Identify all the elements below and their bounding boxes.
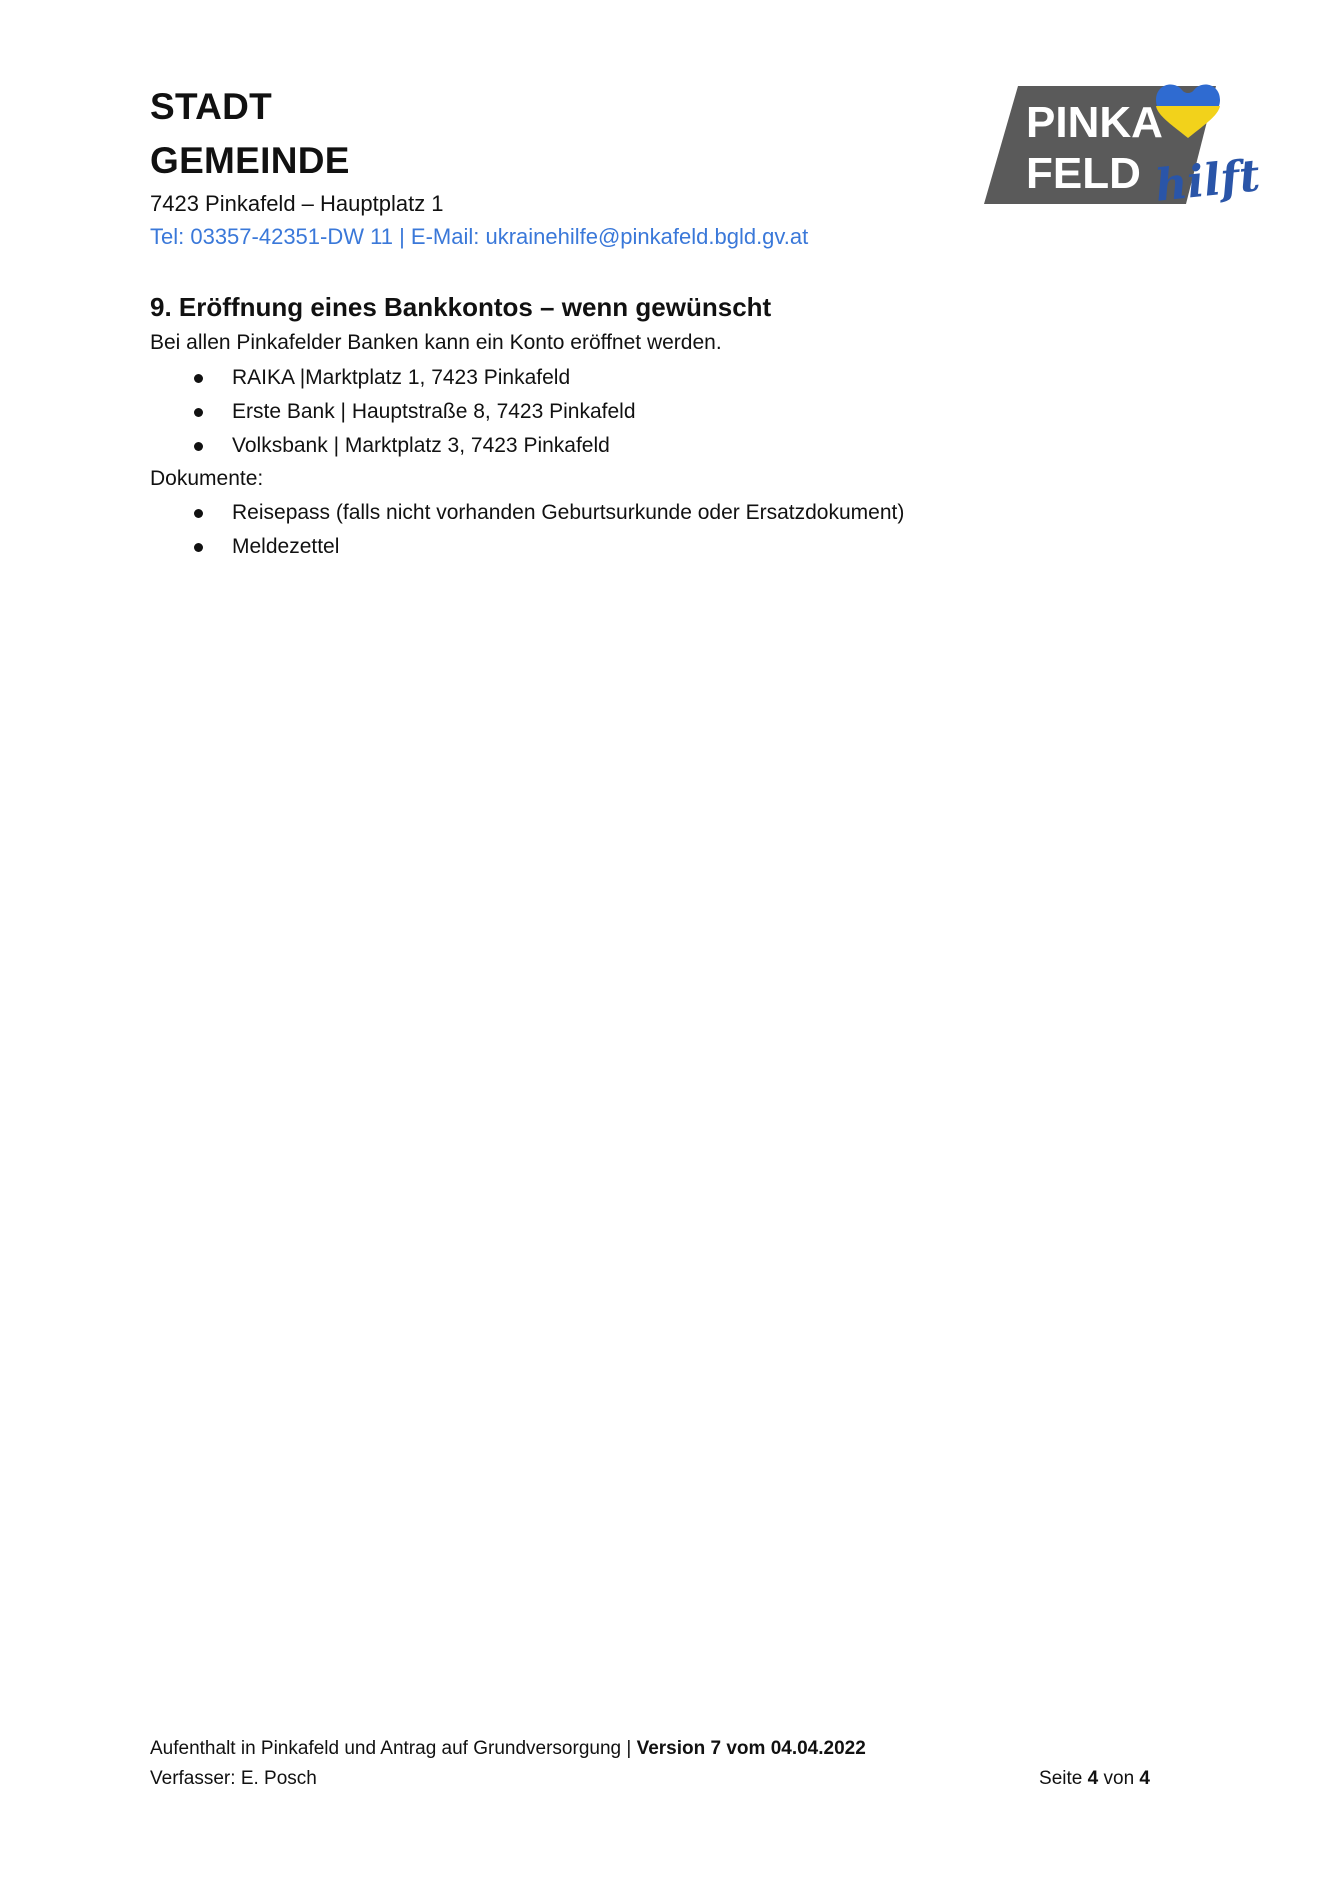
- list-item: [150, 530, 904, 564]
- page-total: 4: [1139, 1768, 1150, 1789]
- page-mid: von: [1098, 1768, 1140, 1789]
- documents-list: [150, 496, 904, 564]
- bullet-icon: [194, 509, 203, 518]
- list-item: [150, 496, 904, 530]
- bank-list: [150, 361, 636, 463]
- section-intro: Bei allen Pinkafelder Banken kann ein Konto eröffnet werden.: [150, 331, 722, 354]
- title-line-1: STADT: [150, 86, 273, 127]
- page-number: [1039, 1767, 1150, 1791]
- bank-entry: RAIKA |Marktplatz 1, 7423 Pinkafeld: [232, 366, 571, 389]
- list-item: [150, 429, 636, 463]
- list-item: [150, 395, 636, 429]
- bank-entry: Volksbank | Marktplatz 3, 7423 Pinkafeld: [232, 434, 610, 457]
- svg-text:PINKA: PINKA: [1026, 98, 1163, 147]
- bullet-icon: [194, 374, 203, 383]
- documents-label: Dokumente:: [150, 467, 264, 490]
- title-line-2: GEMEINDE: [150, 140, 350, 181]
- footer-description: [150, 1737, 866, 1761]
- bullet-icon: [194, 408, 203, 417]
- footer-title: Aufenthalt in Pinkafeld und Antrag auf Grundversorgung |: [150, 1738, 637, 1759]
- pinkafeld-hilft-logo: [984, 80, 1263, 230]
- document-entry: Reisepass (falls nicht vorhanden Geburtsurkunde oder Ersatzdokument): [232, 501, 905, 524]
- contact-info: Tel: 03357-42351-DW 11 | E-Mail: ukrainehilfe@pinkafeld.bgld.gv.at: [150, 224, 809, 249]
- bank-entry: Erste Bank | Hauptstraße 8, 7423 Pinkafeld: [232, 400, 636, 423]
- bullet-icon: [194, 543, 203, 552]
- footer-author: Verfasser: E. Posch: [150, 1768, 317, 1789]
- footer-version: Version 7 vom 04.04.2022: [636, 1738, 866, 1759]
- section-heading: 9. Eröffnung eines Bankkontos – wenn gewünscht: [150, 292, 772, 322]
- bullet-icon: [194, 442, 203, 451]
- page-prefix: Seite: [1039, 1768, 1088, 1789]
- page-current: 4: [1087, 1768, 1099, 1789]
- document-entry: Meldezettel: [232, 535, 340, 558]
- svg-text:hilft: hilft: [1152, 150, 1263, 212]
- municipality-address: 7423 Pinkafeld – Hauptplatz 1: [150, 191, 444, 216]
- municipality-title: [150, 80, 350, 188]
- svg-text:FELD: FELD: [1026, 149, 1141, 198]
- list-item: [150, 361, 636, 395]
